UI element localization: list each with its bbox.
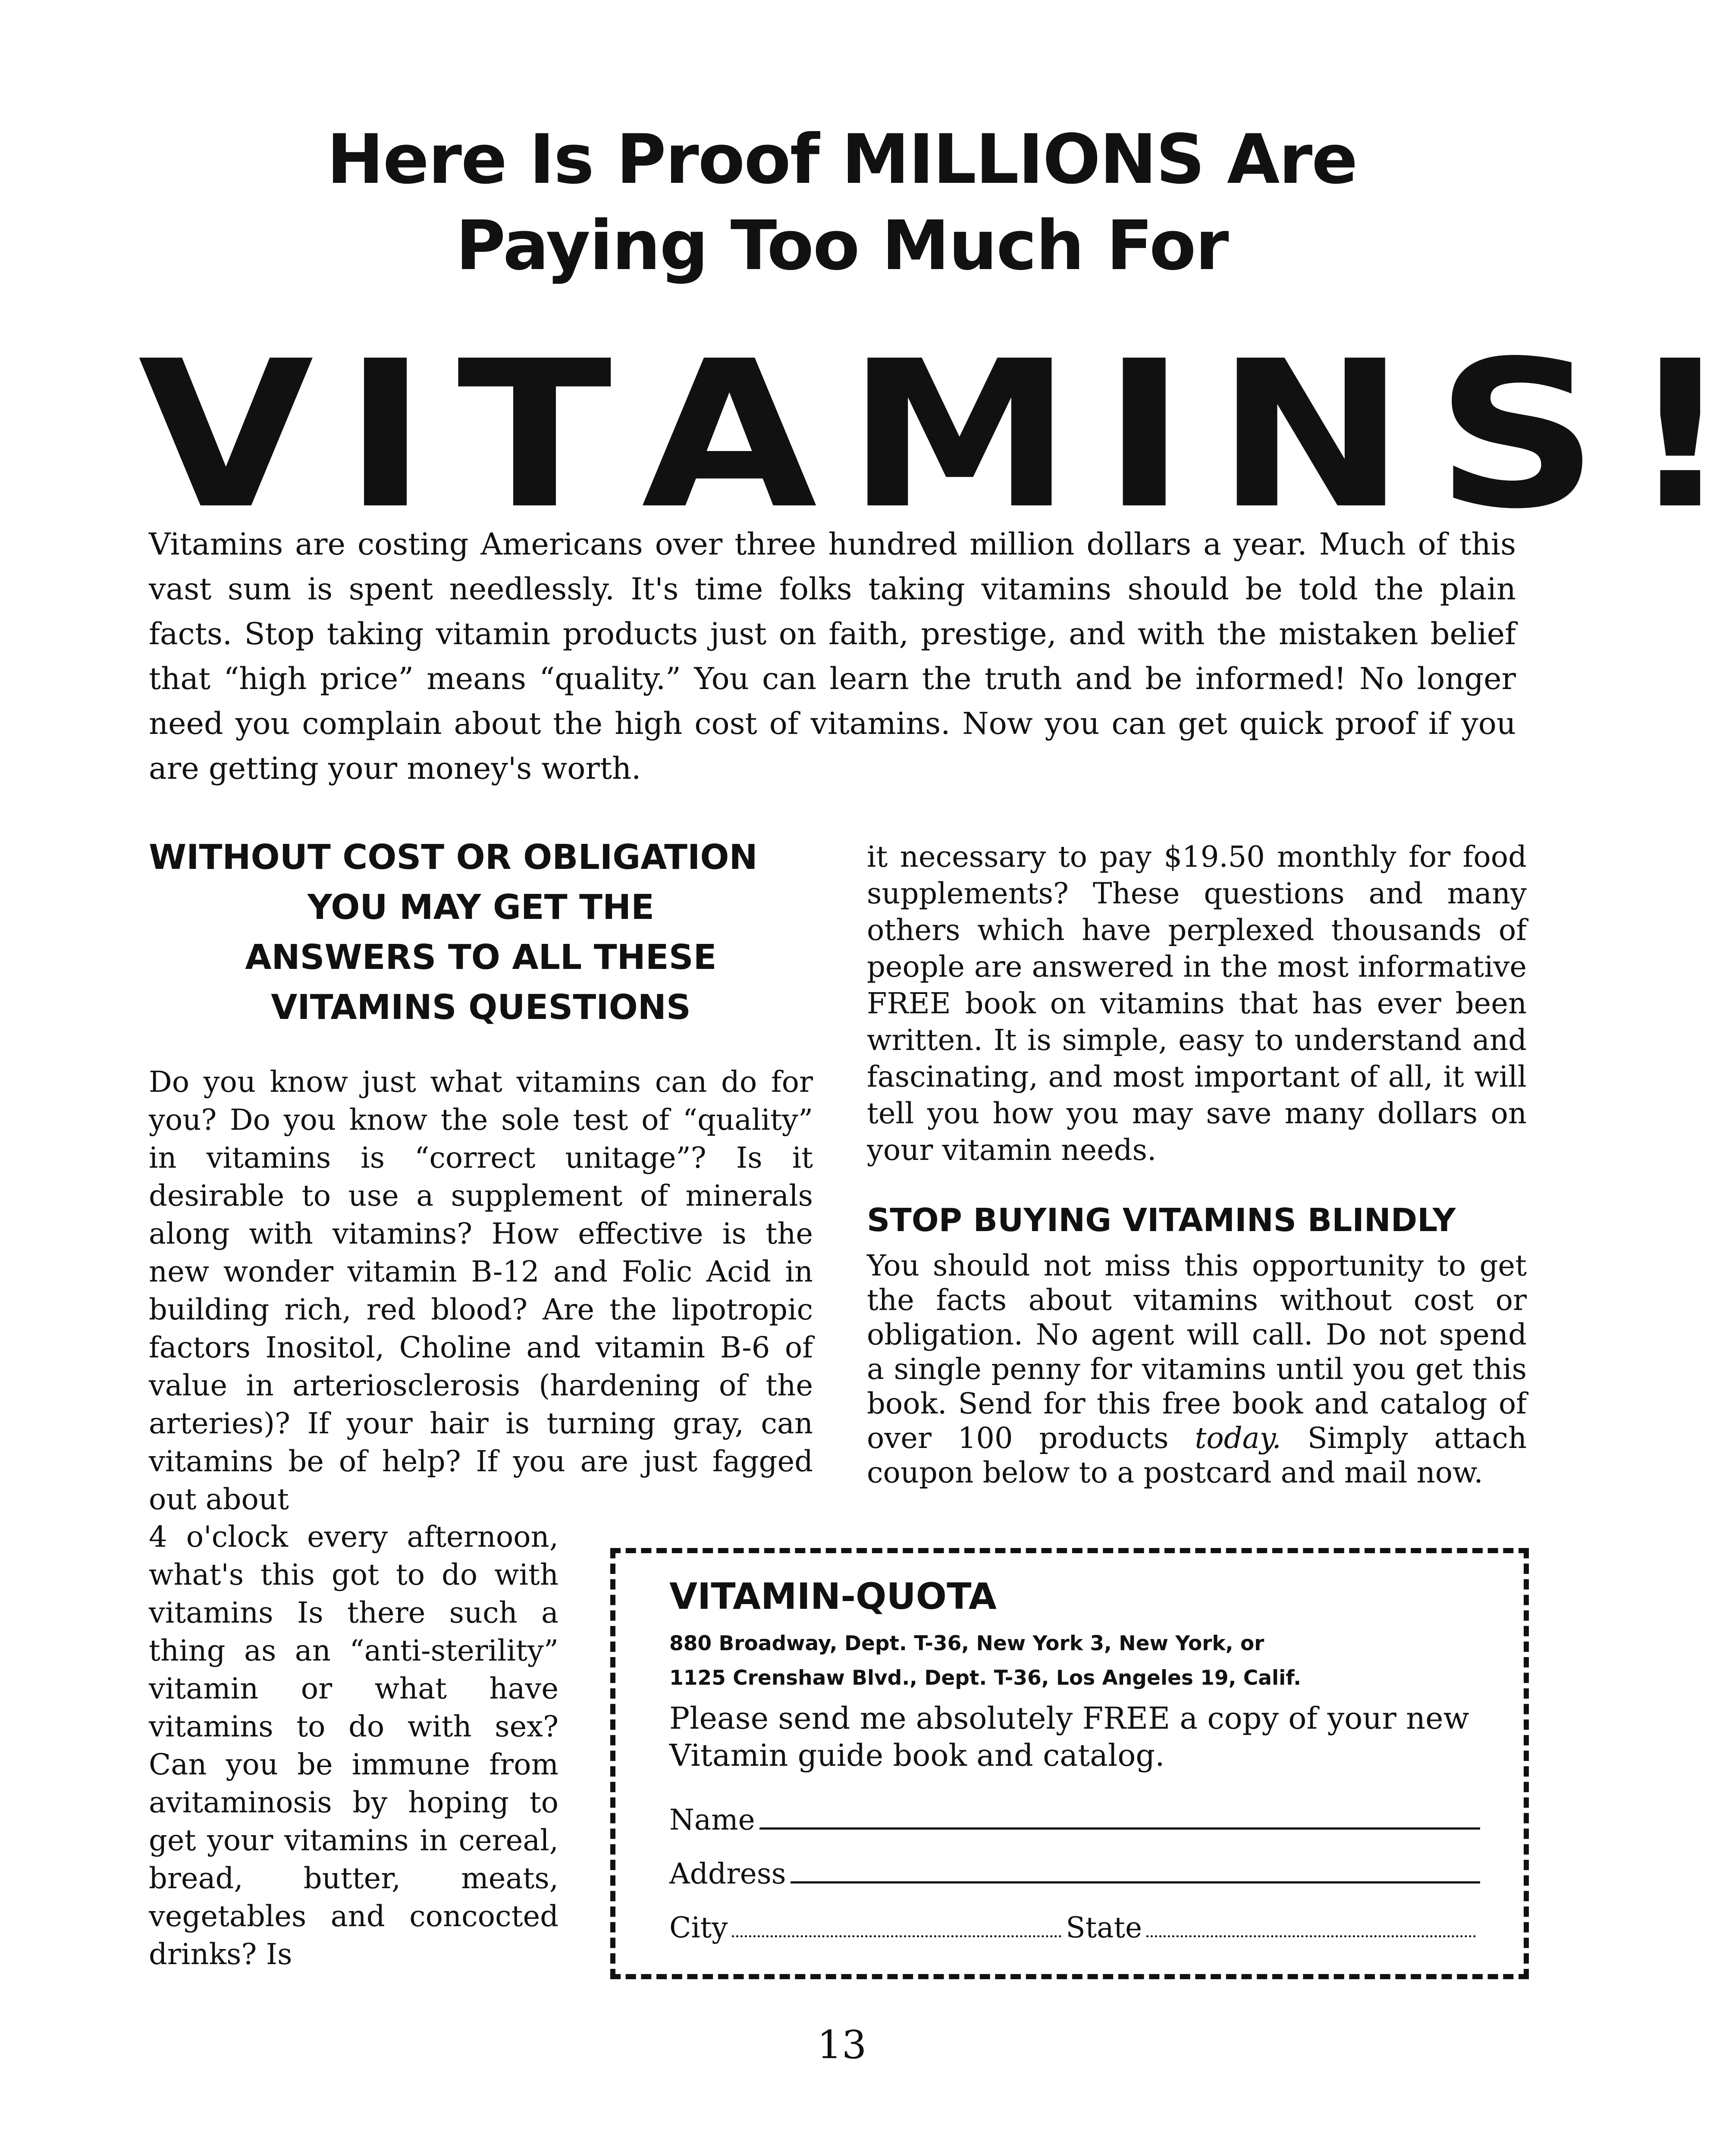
- banner-letter: N: [1216, 317, 1406, 553]
- coupon-message: Please send me absolutely FREE a copy of your new Vitamin guide book and catalog.: [669, 1701, 1469, 1773]
- left-column-body-continued: 4 o'clock every afternoon, what's this got to do with vitamins Is there such a thing as an “anti-sterility” vitamin or what have vitamins to do with sex? Can you be immune from avitaminosis by hoping to get your vitamins in cereal, bread, butter, meats, vegetables and concocted drinks? Is: [149, 1520, 559, 1971]
- page-number: 13: [817, 2022, 867, 2068]
- offer-today: today.: [1195, 1421, 1281, 1455]
- subhead-line: YOU MAY GET THE: [307, 887, 655, 927]
- right-column-body: it necessary to pay $19.50 monthly for food supplements? These questions and many others which have perplexed thousands of people are answered in the most informative FREE book on vitamins that has ever been written. It is simple, easy to understand and fascinating, and most important of all, it will tell you how you may save many dollars on your vitamin needs.: [867, 840, 1527, 1167]
- headline-line-2: Paying Too Much For: [455, 206, 1228, 285]
- vitamins-banner: [138, 317, 1732, 553]
- state-label: State: [1066, 1911, 1142, 1944]
- coupon-name-field[interactable]: [669, 1803, 1480, 1836]
- left-column-subhead: [149, 832, 813, 1032]
- headline: [0, 116, 1684, 289]
- banner-letter: !: [1628, 317, 1732, 553]
- address-line[interactable]: [791, 1860, 1480, 1883]
- banner-letter: T: [457, 317, 612, 553]
- coupon-company: VITAMIN-QUOTA: [669, 1575, 997, 1617]
- coupon-city-state-field[interactable]: [669, 1911, 1480, 1944]
- coupon-address-field[interactable]: [669, 1857, 1480, 1890]
- left-column-body: Do you know just what vitamins can do for you? Do you know the sole test of “quality” in vitamins is “correct unitage”? Is it desirable to use a supplement of minerals along with vitamins? How effective is the new wonder vitamin B-12 and Folic Acid in building rich, red blood? Are the lipotropic factors Inositol, Choline and vitamin B-6 of value in arteriosclerosis (hardening of the arteries)? If your hair is turning gray, can vitamins be of help? If you are just fagged out about: [149, 1065, 813, 1516]
- city-line[interactable]: [732, 1914, 1061, 1937]
- right-column-subhead: STOP BUYING VITAMINS BLINDLY: [867, 1202, 1456, 1239]
- subhead-line: ANSWERS TO ALL THESE: [245, 937, 717, 977]
- subhead-line: VITAMINS QUESTIONS: [271, 987, 691, 1027]
- city-label: City: [669, 1911, 728, 1944]
- coupon-address-1: 880 Broadway, Dept. T-36, New York 3, New York, or: [669, 1632, 1264, 1655]
- subhead-line: WITHOUT COST OR OBLIGATION: [149, 837, 758, 877]
- banner-letter: S: [1435, 317, 1599, 553]
- banner-letter: V: [138, 317, 314, 553]
- headline-line-1: Here Is Proof MILLIONS Are: [326, 120, 1357, 199]
- state-line[interactable]: [1146, 1914, 1476, 1937]
- banner-letter: I: [1102, 317, 1187, 553]
- intro-paragraph: Vitamins are costing Americans over three hundred million dollars a year. Much of this vast sum is spent needlessly. It's time folks taking vitamins should be told the plain facts. Stop taking vitamin products just on faith, prestige, and with the mistaken belief that “high price” means “quality.” You can learn the truth and be informed! No longer need you complain about the high cost of vitamins. Now you can get quick proof if you are getting your money's worth.: [149, 526, 1516, 786]
- offer-text: You should not miss this opportunity to get the facts about vitamins without cost or obligation. No agent will call. Do not spend a single penny for vitamins until you get this book. Send for this free book and catalog of over 100 products: [867, 1249, 1527, 1455]
- offer-text-tail: Simply attach coupon below to a postcard and mail now.: [867, 1421, 1527, 1489]
- banner-letter: A: [641, 317, 817, 553]
- address-label: Address: [669, 1857, 786, 1890]
- banner-letter: I: [343, 317, 428, 553]
- right-column-body-2: [867, 1248, 1527, 1490]
- name-line[interactable]: [759, 1806, 1480, 1830]
- order-coupon: [610, 1548, 1529, 1979]
- coupon-address-2: 1125 Crenshaw Blvd., Dept. T-36, Los Angeles 19, Calif.: [669, 1666, 1301, 1690]
- banner-letter: M: [847, 317, 1073, 553]
- name-label: Name: [669, 1803, 755, 1836]
